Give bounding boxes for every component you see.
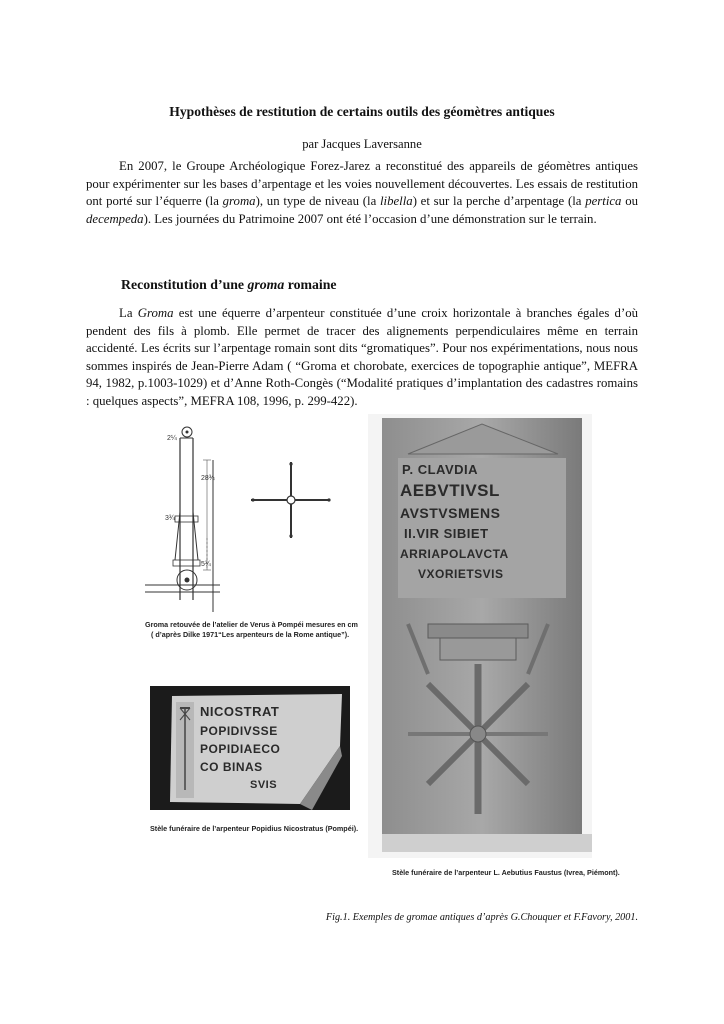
inscription-line: II.VIR SIBIET <box>404 526 489 541</box>
author-line: par Jacques Laversanne <box>302 137 422 151</box>
inscription-line: AEBVTIVSL <box>400 481 500 500</box>
inscription-line: VXORIETSVIS <box>418 567 504 581</box>
stele-popidius-caption: Stèle funéraire de l’arpenteur Popidius Nicostratus (Pompéi). <box>150 824 359 833</box>
intro-paragraph: En 2007, le Groupe Archéologique Forez-Jarez a reconstitué des appareils de géomètres antiques pour expérimenter sur les bases d’arpentage et les voies nouvellement découvertes. Les essais de restitution ont porté sur l’équerre (la groma), un type de niveau (la libella) et sur la perche d’arpentage (la pertica ou decempeda). Les journées du Patrimoine 2007 ont été l’occasion d’une démonstration sur le terrain. <box>86 159 638 226</box>
inscription-line: CO BINAS <box>200 760 263 774</box>
dim-label: 2¼ <box>167 435 177 442</box>
inscription-line: AVSTVSMENS <box>400 505 501 521</box>
inscription-line: NICOSTRAT <box>200 704 280 719</box>
stele-aebutius-caption: Stèle funéraire de l’arpenteur L. Aebutius Faustus (Ivrea, Piémont). <box>392 868 620 877</box>
groma-paragraph: La Groma est une équerre d’arpenteur constituée d’une croix horizontale à branches égales d’où pendent des fils à plomb. Elle permet de tracer des alignements perpendiculaires même en terrain accidenté. Les écrits sur l’arpentage romain sont dits “gromatiques”. Pour nos expérimentations, nous nous sommes inspirés de Jean-Pierre Adam ( “Groma et chorobate, exercices de topographie antique”, MEFRA 94, 1982, p.1003-1029) et d’Anne Roth-Congès (“Modalité pratiques d’implantation des cadastres romains : quelques aspects”, MEFRA 108, 1996, p. 299-422). <box>86 306 638 408</box>
page-title: Hypothèses de restitution de certains outils des géomètres antiques <box>169 104 555 119</box>
groma-drawing <box>145 420 373 620</box>
inscription-line: P. CLAVDIA <box>402 462 479 477</box>
dim-label: 5¾ <box>201 561 211 568</box>
dim-label: 3¾ <box>165 515 175 522</box>
stele-popidius-svg <box>150 686 350 810</box>
inscription-line: ARRIAPOLAVCTA <box>400 547 509 561</box>
section-heading: Reconstitution d’une groma romaine <box>121 277 337 292</box>
stele-aebutius-photo <box>368 414 592 858</box>
drawing-caption: Groma retouvée de l’atelier de Verus à Pompéi mesures en cm ( d’après Dilke 1971“Les arpenteurs de la Rome antique”). <box>145 620 358 639</box>
dim-label: 28¾ <box>201 475 215 482</box>
inscription-line: POPIDIVSSE <box>200 724 278 738</box>
inscription-line: SVIS <box>250 779 278 791</box>
groma-drawing-svg <box>145 420 373 620</box>
figure-caption: Fig.1. Exemples de gromae antiques d’après G.Chouquer et F.Favory, 2001. <box>325 912 638 923</box>
inscription-line: POPIDIAECO <box>200 742 281 756</box>
stele-popidius-photo <box>150 686 350 810</box>
stele-aebutius-svg <box>368 414 592 858</box>
